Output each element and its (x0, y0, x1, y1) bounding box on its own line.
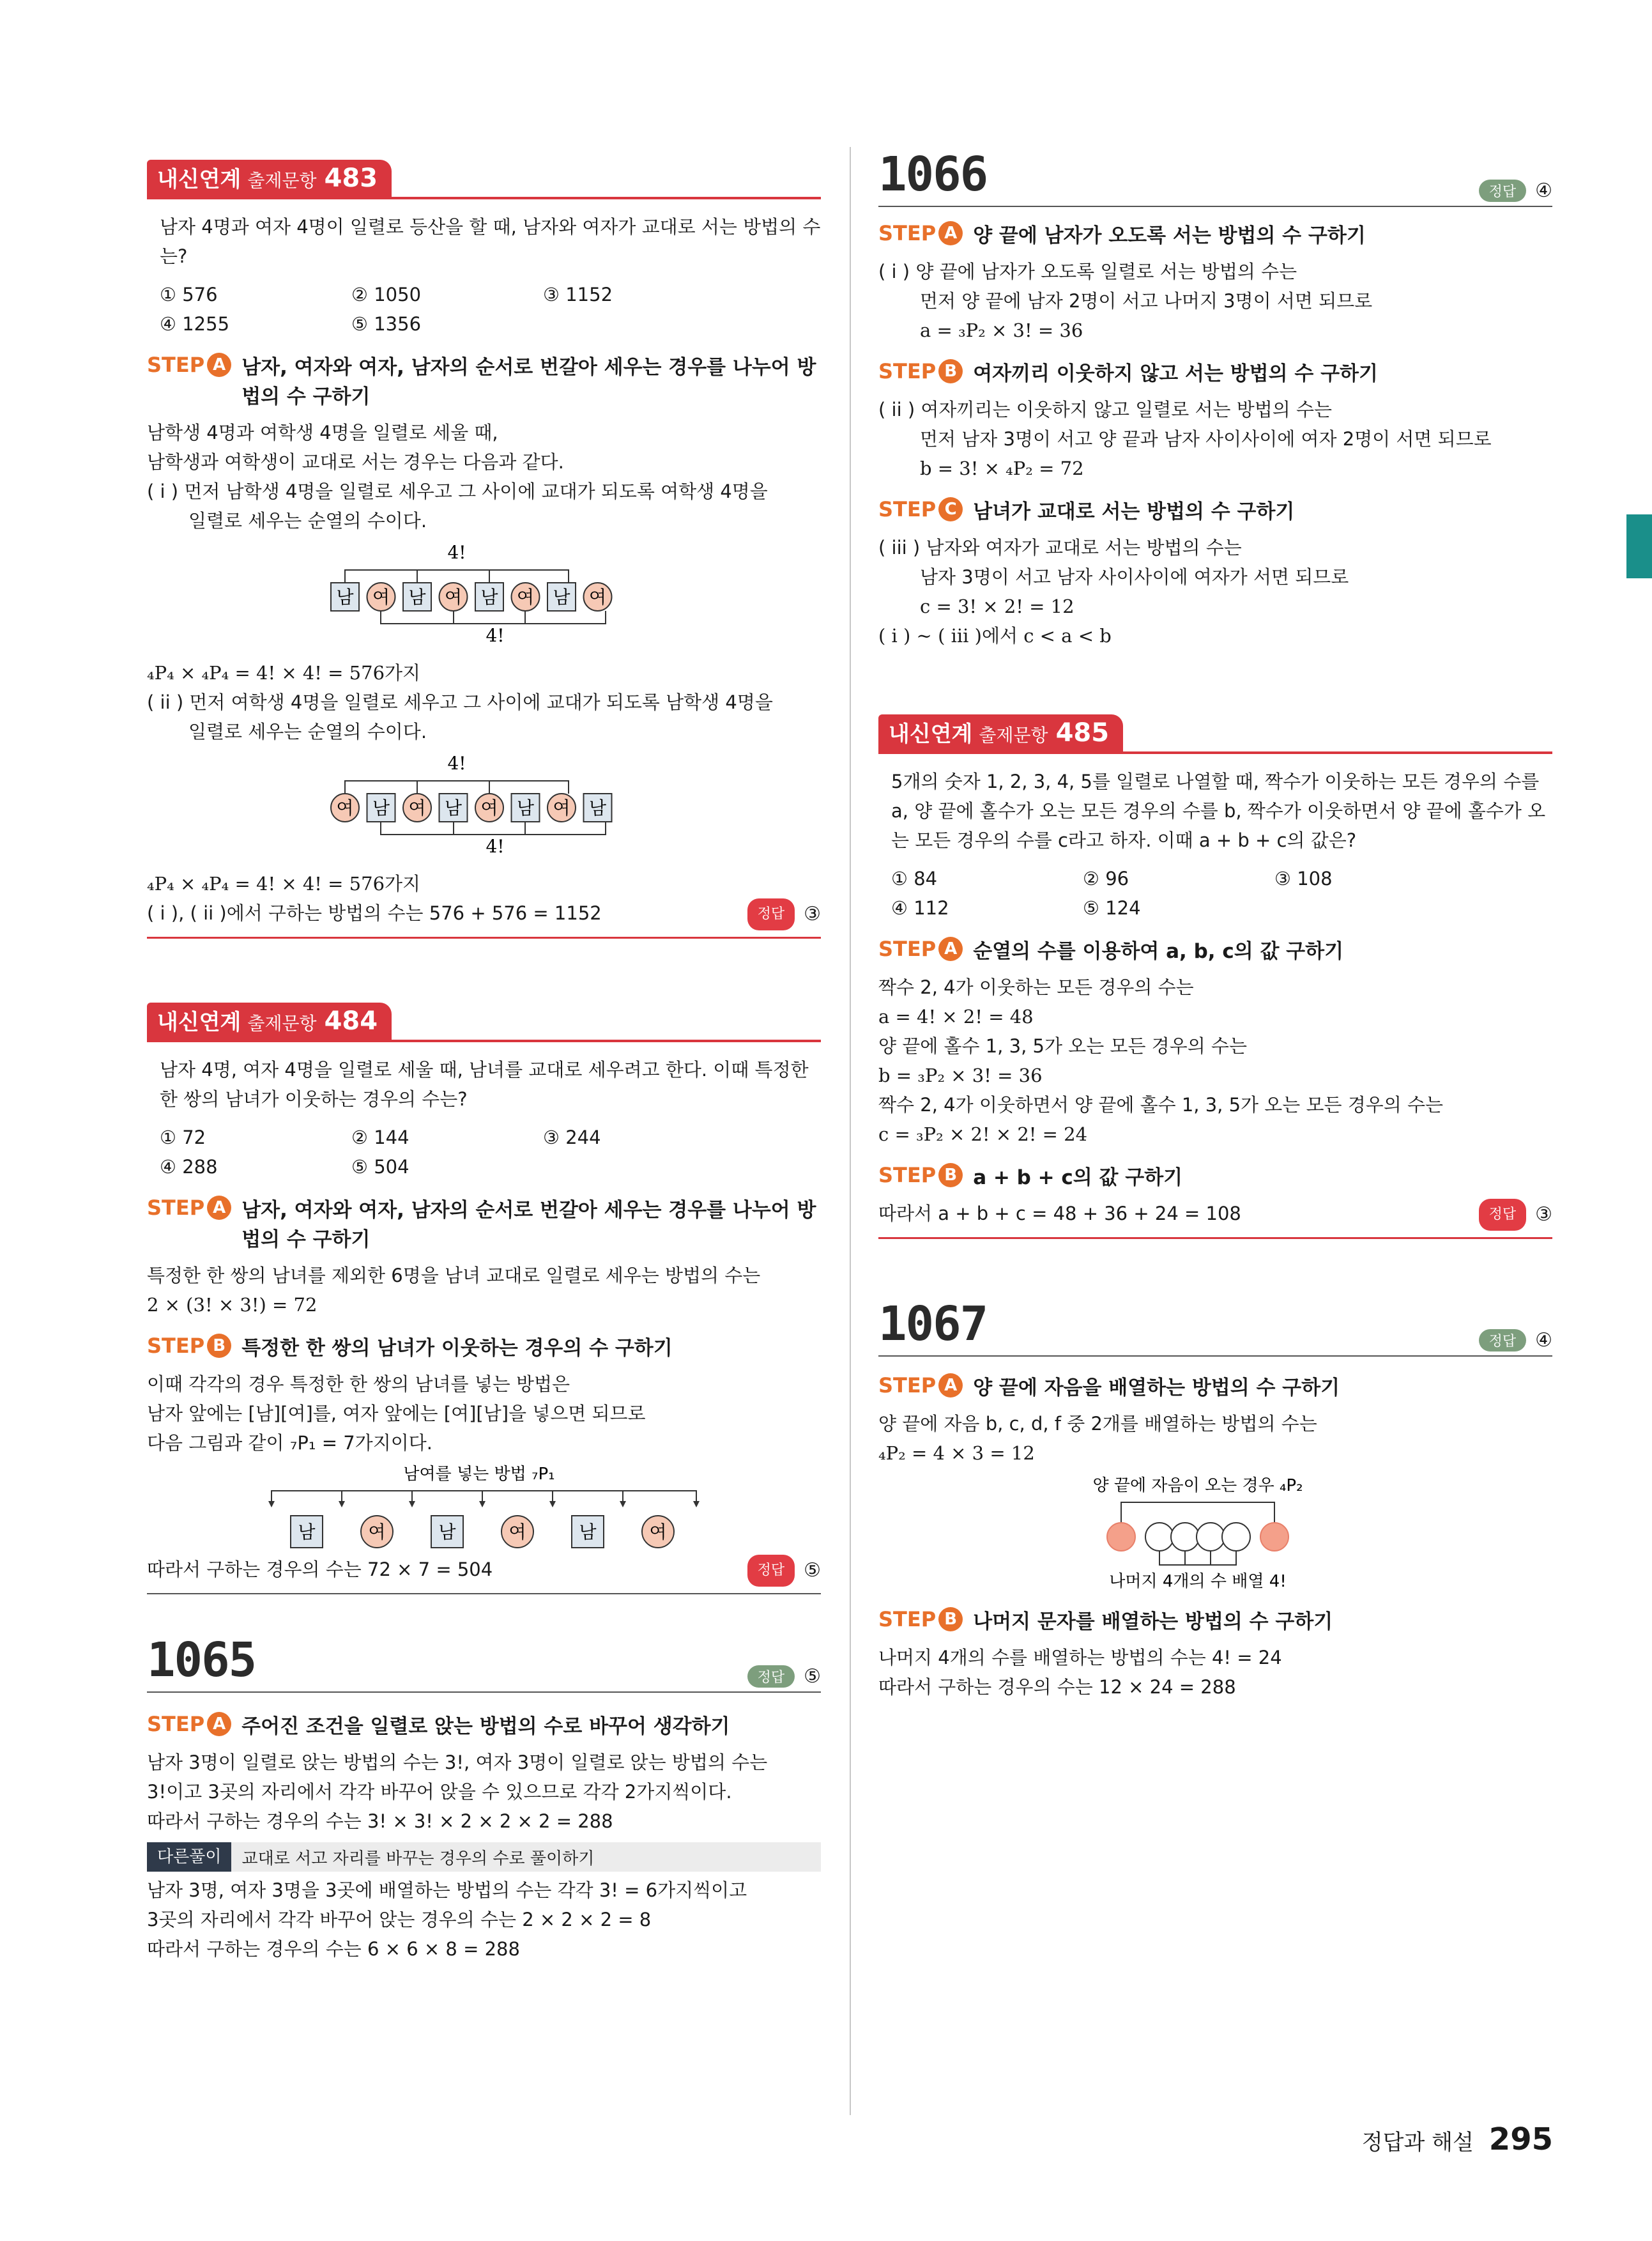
q1066-step-c: STEP C 남녀가 교대로 서는 방법의 수 구하기 (878, 497, 1295, 523)
q1067-line: 나머지 4개의 수를 배열하는 방법의 수는 4! = 24 (878, 1647, 1282, 1668)
q1067-header (878, 1297, 1552, 1352)
choice-5: ⑤ 1356 (351, 313, 422, 335)
choice-1: ① 72 (160, 1127, 206, 1148)
choice-5: ⑤ 124 (1083, 897, 1141, 919)
middle-slot-circle (1171, 1523, 1199, 1551)
q1067-line: 따라서 구하는 경우의 수는 12 × 24 = 288 (878, 1676, 1236, 1698)
chapter-side-tab (1626, 514, 1652, 578)
diagram-cell-label: 남 (372, 797, 390, 819)
q1065-header (147, 1633, 821, 1688)
q1065-line: 따라서 구하는 경우의 수는 6 × 6 × 8 = 288 (147, 1938, 520, 1960)
q483-diagram-2 (147, 750, 821, 865)
q483-line: ( i ) 먼저 남학생 4명을 일렬로 세우고 그 사이에 교대가 되도록 여학생 4명을 (147, 481, 768, 502)
choice-3: ③ 108 (1274, 868, 1333, 889)
diagram-cell-label: 남 (480, 587, 498, 608)
choice-5: ⑤ 504 (351, 1156, 409, 1178)
q485-line: 짝수 2, 4가 이웃하는 모든 경우의 수는 (878, 976, 1194, 998)
q484-step-b: STEP B 특정한 한 쌍의 남녀가 이웃하는 경우의 수 구하기 (147, 1334, 673, 1360)
q485-step-b: STEP B a + b + c의 값 구하기 (878, 1163, 1183, 1189)
q485-choices (878, 864, 1552, 923)
diagram-cell-label: 여 (444, 587, 463, 608)
q1066-line: c = 3! × 2! = 12 (920, 596, 1075, 617)
fact-label-top: 4! (447, 542, 466, 563)
diagram-cell-label: 남 (516, 797, 535, 819)
q1066-header (878, 147, 1552, 202)
q483-answer: 정답 ③ (747, 898, 821, 930)
diagram-bottom-label: 나머지 4개의 수 배열 4! (1109, 1572, 1287, 1591)
q483-line: ( i ), ( ii )에서 구하는 방법의 수는 576 + 576 = 1152 (147, 902, 602, 924)
middle-slot-circle (1197, 1523, 1225, 1551)
q483-question: 남자 4명과 여자 4명이 일렬로 등산을 할 때, 남자와 여자가 교대로 서는 방법의 수는? (160, 216, 821, 267)
q484-line: 이때 각각의 경우 특정한 한 쌍의 남녀를 넣는 방법은 (147, 1373, 570, 1395)
q1066-line: 먼저 양 끝에 남자 2명이 서고 나머지 3명이 서면 되므로 (920, 290, 1373, 312)
q1066-line: ( iii ) 남자와 여자가 교대로 서는 방법의 수는 (878, 537, 1242, 558)
fact-label-bottom: 4! (486, 625, 505, 646)
q1065-line: 3!이고 3곳의 자리에서 각각 바꾸어 앉을 수 있으므로 각각 2가지씩이다. (147, 1781, 732, 1803)
left-column (147, 160, 821, 1964)
q1065-step-a: STEP A 주어진 조건을 일렬로 앉는 방법의 수로 바꾸어 생각하기 (147, 1712, 730, 1738)
q483-choices (147, 280, 821, 339)
q483-eq: ₄P₄ × ₄P₄ = 4! × 4! = 576가지 (147, 662, 421, 684)
q485-line: a = 4! × 2! = 48 (878, 1006, 1034, 1028)
q485-step-a: STEP A 순열의 수를 이용하여 a, b, c의 값 구하기 (878, 937, 1344, 963)
q1066-line: ( i ) 양 끝에 남자가 오도록 일렬로 서는 방법의 수는 (878, 261, 1297, 282)
problem-number: 1065 (147, 1633, 256, 1688)
q485-line: 양 끝에 홀수 1, 3, 5가 오는 모든 경우의 수는 (878, 1035, 1247, 1057)
q1066-answer: 정답 ④ (1479, 180, 1552, 202)
diagram-cell-label: 여 (372, 587, 390, 608)
choice-2: ② 1050 (351, 284, 422, 305)
diagram-cell-label: 남 (553, 587, 570, 608)
q485-answer: 정답 ③ (1479, 1199, 1552, 1231)
right-column (878, 147, 1552, 1702)
q1067-step-a: STEP A 양 끝에 자음을 배열하는 방법의 수 구하기 (878, 1373, 1340, 1399)
q484-diagram (147, 1461, 821, 1551)
q483-diagram-1 (147, 539, 821, 654)
choice-2: ② 144 (351, 1127, 409, 1148)
q485-line: c = ₃P₂ × 2! × 2! = 24 (878, 1123, 1088, 1145)
q483-line: 남학생 4명과 여학생 4명을 일렬로 세울 때, (147, 422, 498, 443)
q1067-step-b: STEP B 나머지 문자를 배열하는 방법의 수 구하기 (878, 1607, 1333, 1633)
fact-label-top: 4! (447, 753, 466, 774)
middle-slot-circle (1145, 1523, 1174, 1551)
column-divider (850, 147, 851, 2115)
diagram-cell-label: 남 (579, 1521, 597, 1543)
q483-step-a: STEP A 남자, 여자와 여자, 남자의 순서로 번갈아 세우는 경우를 나누어 방법의 수 구하기 (147, 353, 816, 408)
q483-header: 내신연계 출제문항 483 (147, 160, 821, 201)
q483-line: 일렬로 세우는 순열의 수이다. (188, 721, 427, 743)
choice-4: ④ 288 (160, 1156, 218, 1178)
q484-header: 내신연계 출제문항 484 (147, 1003, 821, 1043)
q484-line: 특정한 한 쌍의 남녀를 제외한 6명을 남녀 교대로 일렬로 세우는 방법의 수는 (147, 1265, 761, 1286)
diagram-cell-label: 남 (408, 587, 426, 608)
diagram-cell-label: 남 (298, 1521, 316, 1543)
diagram-cell-label: 여 (516, 587, 535, 608)
q485-line: 짝수 2, 4가 이웃하면서 양 끝에 홀수 1, 3, 5가 오는 모든 경우의 수는 (878, 1094, 1444, 1116)
q1065-line: 남자 3명, 여자 3명을 3곳에 배열하는 방법의 수는 각각 3! = 6가지씩이고 (147, 1879, 747, 1901)
q483-line: ( ii ) 먼저 여학생 4명을 일렬로 세우고 그 사이에 교대가 되도록 남학생 4명을 (147, 691, 773, 713)
q484-line: 남자 앞에는 [남][여]를, 여자 앞에는 [여][남]을 넣으면 되므로 (147, 1403, 646, 1424)
diagram-label: 남여를 넣는 방법 ₇P₁ (403, 1465, 555, 1484)
q1066-step-b: STEP B 여자끼리 이웃하지 않고 서는 방법의 수 구하기 (878, 359, 1378, 385)
q1065-line: 남자 3명이 일렬로 앉는 방법의 수는 3!, 여자 3명이 일렬로 앉는 방법의 수는 (147, 1752, 768, 1773)
diagram-cell-label: 여 (509, 1521, 526, 1543)
q1066-line: 남자 3명이 서고 남자 사이사이에 여자가 서면 되므로 (920, 566, 1349, 588)
q484-choices (147, 1123, 821, 1182)
q484-step-a: STEP A 남자, 여자와 여자, 남자의 순서로 번갈아 세우는 경우를 나누어 방법의 수 구하기 (147, 1196, 816, 1251)
q1067-line: ₄P₂ = 4 × 3 = 12 (878, 1442, 1035, 1464)
q483-line: 남학생과 여학생이 교대로 서는 경우는 다음과 같다. (147, 451, 564, 473)
alternative-solution-bar: 다른풀이 교대로 서고 자리를 바꾸는 경우의 수로 풀이하기 (147, 1842, 821, 1872)
q484-answer: 정답 ⑤ (747, 1555, 821, 1587)
q484-question: 남자 4명, 여자 4명을 일렬로 세울 때, 남녀를 교대로 세우려고 한다. 이때 특정한 한 쌍의 남녀가 이웃하는 경우의 수는? (160, 1059, 809, 1110)
choice-1: ① 576 (160, 284, 218, 305)
diagram-cell-label: 여 (588, 587, 607, 608)
q1066-line: ( ii ) 여자끼리는 이웃하지 않고 일렬로 서는 방법의 수는 (878, 399, 1333, 420)
choice-3: ③ 1152 (543, 284, 613, 305)
choice-1: ① 84 (891, 868, 938, 889)
diagram-top-label: 양 끝에 자음이 오는 경우 ₄P₂ (1092, 1476, 1303, 1495)
diagram-cell-label: 여 (553, 797, 570, 819)
q1066-line: ( i ) ~ ( iii )에서 c < a < b (878, 625, 1112, 647)
q483-line: 일렬로 세우는 순열의 수이다. (188, 510, 427, 532)
q485-header: 내신연계 출제문항 485 (878, 714, 1552, 755)
choice-3: ③ 244 (543, 1127, 601, 1148)
q1067-answer: 정답 ④ (1479, 1329, 1552, 1352)
diagram-cell-label: 여 (649, 1521, 667, 1543)
q1066-line: 먼저 남자 3명이 서고 양 끝과 남자 사이사이에 여자 2명이 서면 되므로 (920, 428, 1492, 450)
choice-4: ④ 1255 (160, 313, 230, 335)
diagram-cell-label: 여 (336, 797, 354, 819)
diagram-cell-label: 여 (408, 797, 426, 819)
q1066-line: a = ₃P₂ × 3! = 36 (920, 320, 1083, 341)
middle-slot-circle (1222, 1523, 1250, 1551)
page-number: 295 (1488, 2122, 1553, 2157)
q1065-line: 따라서 구하는 경우의 수는 3! × 3! × 2 × 2 × 2 = 288 (147, 1810, 613, 1832)
q485-question: 5개의 숫자 1, 2, 3, 4, 5를 일렬로 나열할 때, 짝수가 이웃하는 모든 경우의 수를 a, 양 끝에 홀수가 오는 모든 경우의 수를 b, 짝수가 이웃하면서 양 끝에 홀수가 오는 모든 경우의 수를 c라고 하자. 이때 a + b + c의 값은? (891, 771, 1546, 851)
choice-4: ④ 112 (891, 897, 949, 919)
choice-2: ② 96 (1083, 868, 1129, 889)
problem-number: 1067 (878, 1297, 988, 1352)
q483-eq: ₄P₄ × ₄P₄ = 4! × 4! = 576가지 (147, 873, 421, 895)
diagram-cell-label: 여 (480, 797, 498, 819)
q1067-line: 양 끝에 자음 b, c, d, f 중 2개를 배열하는 방법의 수는 (878, 1413, 1317, 1435)
q1065-answer: 정답 ⑤ (747, 1665, 821, 1688)
fact-label-bottom: 4! (486, 836, 505, 857)
q1066-line: b = 3! × ₄P₂ = 72 (920, 458, 1084, 479)
q1065-line: 3곳의 자리에서 각각 바꾸어 앉는 경우의 수는 2 × 2 × 2 = 8 (147, 1909, 652, 1930)
diagram-cell-label: 남 (438, 1521, 456, 1543)
q485-line: b = ₃P₂ × 3! = 36 (878, 1065, 1043, 1086)
diagram-cell-label: 남 (588, 797, 607, 819)
problem-number: 1066 (878, 147, 988, 202)
q485-line: 따라서 a + b + c = 48 + 36 + 24 = 108 (878, 1203, 1241, 1224)
q1067-diagram (878, 1472, 1552, 1593)
q484-line: 다음 그림과 같이 ₇P₁ = 7가지이다. (147, 1432, 432, 1454)
page-footer (1362, 2122, 1553, 2157)
footer-label: 정답과 해설 (1361, 2130, 1474, 2155)
q484-line: 2 × (3! × 3!) = 72 (147, 1294, 317, 1316)
diagram-cell-label: 남 (336, 587, 354, 608)
end-consonant-circle (1260, 1523, 1289, 1551)
q484-line: 따라서 구하는 경우의 수는 72 × 7 = 504 (147, 1559, 493, 1580)
end-consonant-circle (1107, 1523, 1135, 1551)
diagram-cell-label: 여 (368, 1521, 386, 1543)
diagram-cell-label: 남 (444, 797, 463, 819)
q1066-step-a: STEP A 양 끝에 남자가 오도록 서는 방법의 수 구하기 (878, 221, 1366, 247)
